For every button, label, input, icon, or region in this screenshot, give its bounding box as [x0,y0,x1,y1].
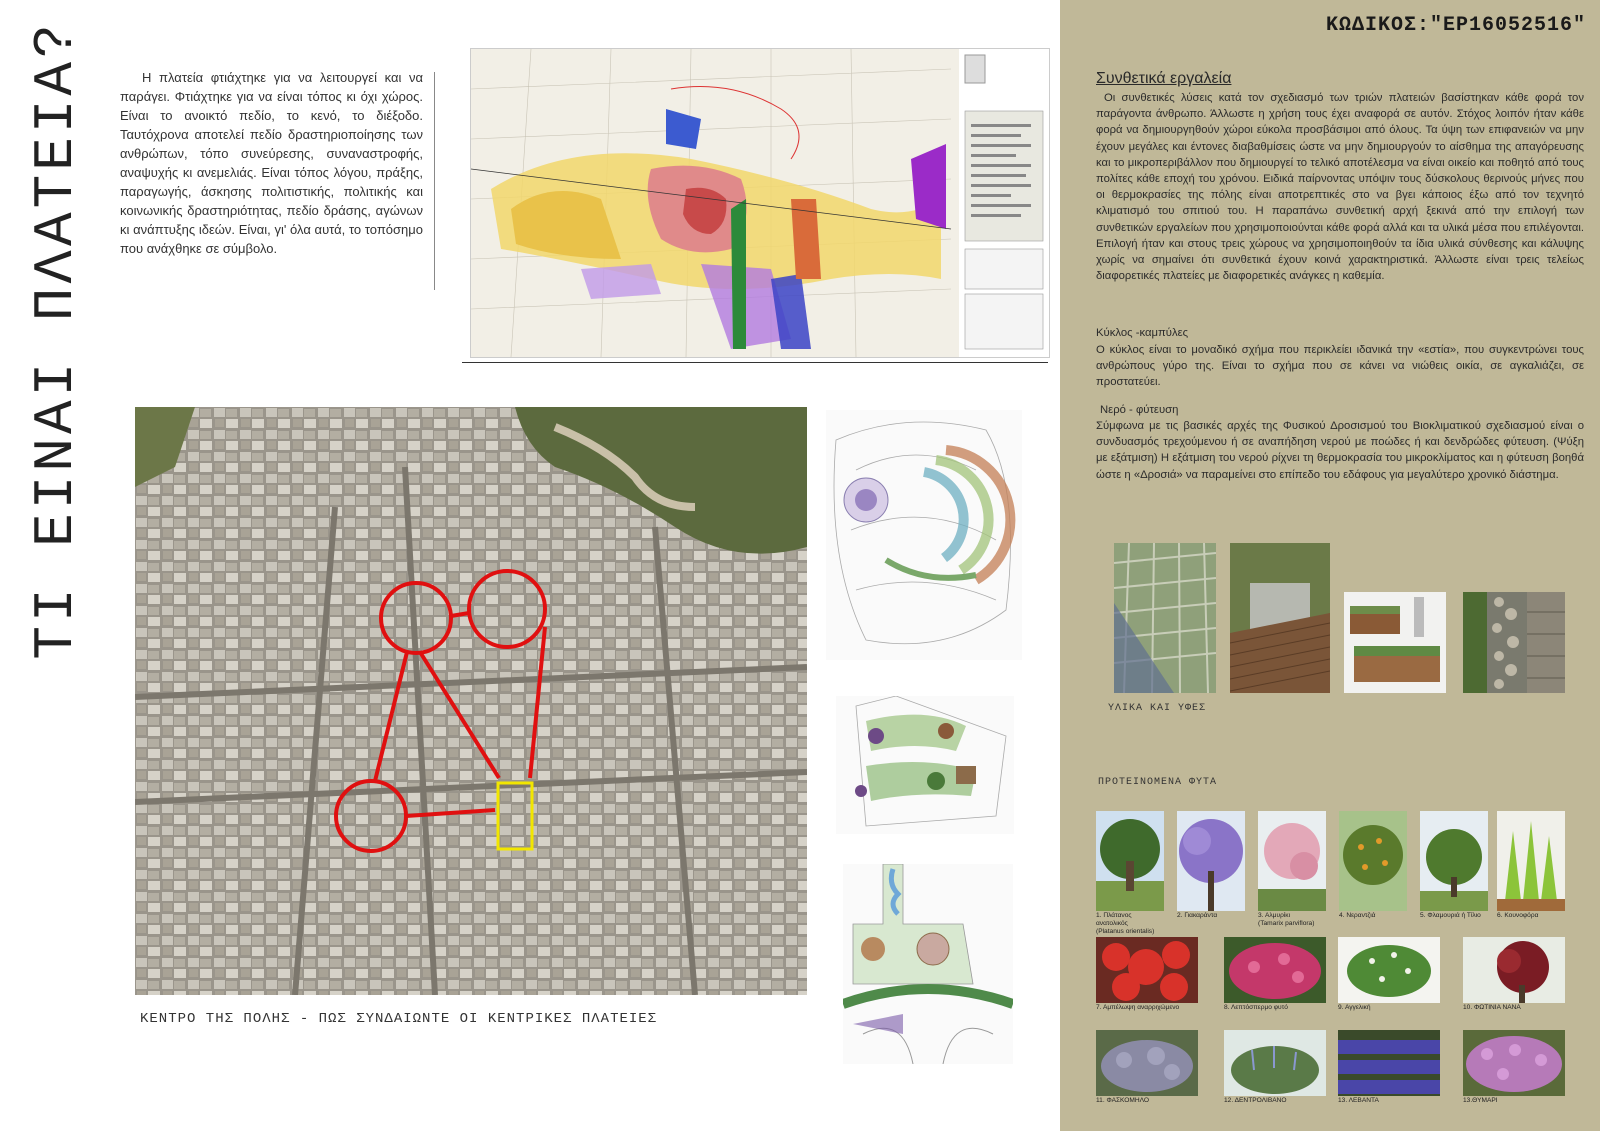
plant-label: 2. Γιακαράντα [1177,912,1218,919]
material-swatch-planter-bench [1344,592,1446,693]
plant-card [1096,937,1198,1012]
plant-card [1096,811,1164,936]
plants-caption: ΠΡΟΤΕΙΝΟΜΕΝΑ ΦΥΤΑ [1098,777,1218,788]
plant-photo [1258,811,1326,911]
land-use-map [470,48,1050,358]
intro-paragraph: Η πλατεία φτιάχτηκε για να λειτουργεί και να παράγει. Φτιάχτηκε για να είναι τόπος κι όχι χώρος. Είναι το ανοικτό πεδίο, το κενό, το διέξοδο. Ταυτόχρονα αποτελεί πεδίο δραστηριοποίησης των ανθρώπων, τόπο συνεύρεσης, συναναστροφής, αναψυχής κι ανεμελιάς. Είναι τόπος λόγου, πράξης, παραγωγής, άσκησης πολιτιστικής, πολιτικής και κοινωνικής δραστηριότητας, πεδίο δράσης, αγώνων κι ανάπτυξης ιδεών. Είναι, γι' όλα αυτά, το τοπόσημο που ανάχθηκε σε σύμβολο. [120,70,423,256]
aerial-photo [135,407,807,995]
plant-label: 4. Νεραντζιά [1339,912,1376,919]
circle-heading: Κύκλος -καμπύλες [1096,327,1189,339]
plant-photo [1224,937,1326,1003]
plant-card [1339,811,1407,920]
tools-heading: Συνθετικά εργαλεία [1096,70,1232,87]
plant-photo [1338,937,1440,1003]
plant-photo [1339,811,1407,911]
plant-card [1338,937,1440,1012]
plant-card [1420,811,1488,920]
plant-label: 13. ΛΕΒΑΝΤΑ [1338,1097,1379,1104]
vertical-page-title [20,20,92,660]
water-heading: Νερό - φύτευση [1100,404,1179,416]
sketch-plan-1 [826,410,1022,660]
plant-photo [1096,937,1198,1003]
plant-label: 12. ΔΕΝΤΡΟΛΙΒΑΝΟ [1224,1097,1287,1104]
tools-paragraph: Οι συνθετικές λύσεις κατά τον σχεδιασμό των τριών πλατειών βασίστηκαν κάθε φορά τον παράγοντα άνθρωπο. Άλλωστε η χρήση τους έχει αναφορά σε αυτόν. Στόχος λοιπόν ήταν κάθε φορά να δημιουργηθούν χώροι εύκολα προσβάσιμοι από όλους. Τα ύψη των επιφανειών να μην έχουν μεγάλες και έντονες διαβαθμίσεις ώστε να μην δημιουργούν το αίσθημα της απαγόρευσης και το μικροπεριβάλλον που δημιουργεί το τελικό αποτέλεσμα να είναι οικείο και ποθητό από τους πολίτες κάθε εποχή του χρόνου. Ειδικά παίρνοντας υπόψιν τους δύσκολους θερινούς μήνες που οι θερμοκρασίες της πόλης είναι αποτρεπτικές στο να βγει κάποιος έξω από τον τεχνητό κλιματισμό του σπιτιού του. Η παραπάνω συνθετική αρχή ξεκινά από την επιλογή των συνθετικών εργαλείων που χρησιμοποιούνται κάθε φορά αλλά και τα υλικά μέσα που επιλέγονται. Επιλογή ήταν και στους τρεις χώρους να χρησιμοποιηθούν τα ίδια υλικά σύνθεσης και κάλυψης χωρίς να σημαίνει ότι συνθετικά έχουν κοινά χαρακτηριστικά. Άλλωστε είναι τρεις τελείως διαφορετικές πλατείες με διαφορετικές ανάγκες η καθεμία. [1096,92,1584,283]
material-swatch-pebbles-wood [1463,592,1565,693]
plant-photo [1224,1030,1326,1096]
plant-card [1497,811,1565,920]
plant-photo [1096,811,1164,911]
vertical-title-text: ΤΙ ΕΙΝΑΙ ΠΛΑΤΕΙΑ? [24,20,88,660]
plant-label: 3. Αλμυρίκι (Tamarix parviflora) [1258,912,1315,927]
material-swatch-grass-grid [1114,543,1216,693]
plant-label: 7. Αμπέλωψη αναρριχώμενο [1096,1004,1180,1011]
plant-label: 13.ΘΥΜΑΡΙ [1463,1097,1498,1104]
sketch-plan-3 [843,864,1013,1064]
plant-label: 6. Κουνοφόρα [1497,912,1539,919]
material-swatch-wood-deck [1230,543,1330,693]
plant-label: 9. Αγγελική [1338,1004,1371,1011]
circle-paragraph: Ο κύκλος είναι το μοναδικό σχήμα που περικλείει ιδανικά την «εστία», που συγκεντρώνει τους ανθρώπους γύρο της. Είναι το σχήμα που σε κάνει να νιώθεις οικία, σε αγκαλιάζει, σε προστατεύει. [1096,344,1584,389]
plant-photo [1463,937,1565,1003]
plant-card [1224,1030,1326,1105]
plant-card [1224,937,1326,1012]
plant-label: 11. ΦΑΣΚΟΜΗΛΟ [1096,1097,1150,1104]
plant-card [1096,1030,1198,1105]
plant-photo [1096,1030,1198,1096]
plant-label: 8. Λεπτόσπερμο φυτό [1224,1004,1288,1011]
plant-photo [1338,1030,1440,1096]
materials-caption: ΥΛΙΚΑ ΚΑΙ ΥΦΕΣ [1108,703,1207,714]
aerial-caption: ΚΕΝΤΡΟ ΤΗΣ ΠΟΛΗΣ - ΠΩΣ ΣΥΝΔΑΙΩΝΤΕ ΟΙ ΚΕΝΤΡΙΚΕΣ ΠΛΑΤΕΙΕΣ [140,1011,658,1027]
plant-label: 1. Πλάτανος ανατολικός (Platanus orientalis) [1096,912,1155,935]
land-use-map-drawing [471,49,1049,357]
plant-photo [1420,811,1488,911]
sketch-plan-2 [836,696,1014,834]
plant-card [1463,937,1565,1012]
plant-label: 5. Φλαμουριά ή Τίλιο [1420,912,1481,919]
map-underline [462,362,1048,363]
plant-card [1177,811,1245,920]
intro-divider [434,72,435,290]
plant-photo [1463,1030,1565,1096]
water-paragraph: Σύμφωνα με τις βασικές αρχές της Φυσικού Δροσισμού του Βιοκλιματικού σχεδιασμού είναι ο συνδυασμός τρεχούμενου ή σε αναπήδηση νερού με ποώδες ή και δενδρώδες φύτευση. (Ψύξη με εξάτμιση) Η εξάτμιση του νερού ρίχνει τη θερμοκρασία του μικροκλίματος και η φύτευση βοηθά ώστε η «Δροσιά» να παραμείνει στο επίπεδο του εδάφους για μεγαλύτερο χρονικό διάστημα. [1096,420,1584,481]
plant-photo [1177,811,1245,911]
aerial-photo-drawing [135,407,807,995]
project-code: ΚΩΔΙΚΟΣ:"ΕΡ16052516" [1325,14,1586,37]
plant-photo [1497,811,1565,911]
plant-card [1258,811,1326,928]
plant-card [1338,1030,1440,1105]
plant-label: 10. ΦΩΤΙΝΙΑ ΝΑΝΑ [1463,1004,1521,1011]
plant-card [1463,1030,1565,1105]
